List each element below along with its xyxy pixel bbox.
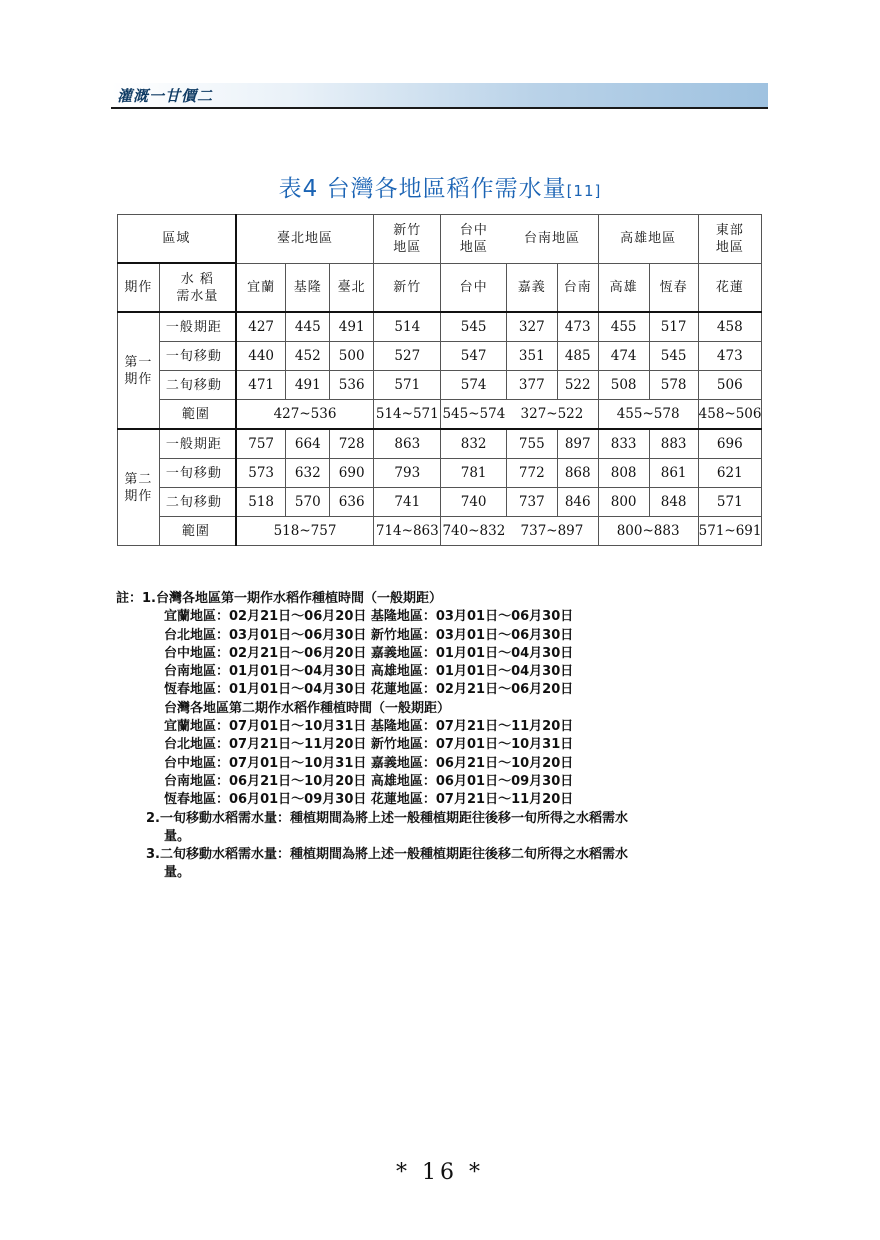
station-header: 宜蘭 <box>236 263 286 312</box>
water-requirement-table <box>117 214 762 546</box>
table-cell: 728 <box>330 429 374 459</box>
table-cell: 690 <box>330 459 374 488</box>
header-row-regions <box>118 215 762 264</box>
period-header-cell: 期作 <box>118 263 160 312</box>
table-cell: 474 <box>598 342 649 371</box>
table-cell: 473 <box>698 342 761 371</box>
header-row-stations <box>118 263 762 312</box>
table-cell: 351 <box>506 342 557 371</box>
row-label: 範圍 <box>159 517 236 546</box>
table-cell: 440 <box>236 342 286 371</box>
table-cell: 500 <box>330 342 374 371</box>
table-cell: 473 <box>557 312 598 342</box>
table-cell: 536 <box>330 371 374 400</box>
note-item-3: 3.二旬移動水稻需水量：種植期間為將上述一般種植期距往後移二旬所得之水稻需水 <box>146 847 628 863</box>
row-label: 一般期距 <box>159 429 236 459</box>
range-cell: 545~574 <box>441 400 506 430</box>
table-cell: 573 <box>236 459 286 488</box>
range-cell: 571~691 <box>698 517 761 546</box>
period-label: 第二 期作 <box>118 429 160 546</box>
table-cell: 772 <box>506 459 557 488</box>
table-cell: 832 <box>441 429 506 459</box>
table-row <box>118 342 762 371</box>
table-cell: 861 <box>649 459 698 488</box>
range-cell: 737~897 <box>506 517 598 546</box>
table-title <box>0 170 880 203</box>
note-line: 台北地區：07月21日～11月20日 新竹地區：07月01日～10月31日 <box>164 737 574 753</box>
table-cell: 527 <box>374 342 441 371</box>
range-cell: 427~536 <box>236 400 374 430</box>
table-cell: 868 <box>557 459 598 488</box>
row-label: 一般期距 <box>159 312 236 342</box>
table-row-range <box>118 400 762 430</box>
water-header-cell: 水 稻 需水量 <box>159 263 236 312</box>
table-cell: 514 <box>374 312 441 342</box>
table-row <box>118 459 762 488</box>
range-cell: 327~522 <box>506 400 598 430</box>
note-item-1b-title: 台灣各地區第二期作水稻作種植時間（一般期距） <box>164 700 451 716</box>
table-row <box>118 429 762 459</box>
table-cell: 445 <box>286 312 330 342</box>
table-cell: 740 <box>441 488 506 517</box>
table-cell: 518 <box>236 488 286 517</box>
table-cell: 452 <box>286 342 330 371</box>
table-cell: 455 <box>598 312 649 342</box>
range-cell: 455~578 <box>598 400 698 430</box>
running-header <box>111 83 768 109</box>
region-header-cell: 區域 <box>118 215 236 264</box>
table-cell: 755 <box>506 429 557 459</box>
table-cell: 636 <box>330 488 374 517</box>
note-item-3-cont: 量。 <box>164 865 191 881</box>
table-cell: 696 <box>698 429 761 459</box>
note-line: 台中地區：02月21日～06月20日 嘉義地區：01月01日～04月30日 <box>164 645 574 661</box>
note-line: 恆春地區：06月01日～09月30日 花蓮地區：07月21日～11月20日 <box>164 792 574 808</box>
region-hsinchu: 新竹 地區 <box>374 215 441 264</box>
table-cell: 517 <box>649 312 698 342</box>
page-number: * 16 * <box>396 1160 484 1185</box>
station-header: 恆春 <box>649 263 698 312</box>
table-cell: 491 <box>286 371 330 400</box>
range-cell: 714~863 <box>374 517 441 546</box>
note-line: 台北地區：03月01日～06月30日 新竹地區：03月01日～06月30日 <box>164 627 574 643</box>
note-line: 宜蘭地區：02月21日～06月20日 基隆地區：03月01日～06月30日 <box>164 609 574 625</box>
notes-prefix: 註： <box>116 591 143 606</box>
range-cell: 458~506 <box>698 400 761 430</box>
table-cell: 863 <box>374 429 441 459</box>
table-cell: 741 <box>374 488 441 517</box>
note-line: 台南地區：06月21日～10月20日 高雄地區：06月01日～09月30日 <box>164 773 574 789</box>
region-east: 東部 地區 <box>698 215 761 264</box>
table-cell: 737 <box>506 488 557 517</box>
table-cell: 571 <box>374 371 441 400</box>
range-cell: 518~757 <box>236 517 374 546</box>
period-label: 第一 期作 <box>118 312 160 429</box>
table-cell: 571 <box>698 488 761 517</box>
table-cell: 621 <box>698 459 761 488</box>
table-cell: 327 <box>506 312 557 342</box>
table-cell: 377 <box>506 371 557 400</box>
row-label: 二旬移動 <box>159 371 236 400</box>
note-item-2: 2.一旬移動水稻需水量：種植期間為將上述一般種植期距往後移一旬所得之水稻需水 <box>146 810 628 826</box>
station-header: 花蓮 <box>698 263 761 312</box>
note-item-1-title: 註：1.台灣各地區第一期作水稻作種植時間（一般期距） <box>116 591 442 606</box>
table-cell: 574 <box>441 371 506 400</box>
station-header: 台中 <box>441 263 506 312</box>
table-cell: 632 <box>286 459 330 488</box>
row-label: 範圍 <box>159 400 236 430</box>
table-cell: 570 <box>286 488 330 517</box>
note-item-2-cont: 量。 <box>164 828 191 844</box>
station-header: 嘉義 <box>506 263 557 312</box>
table-cell: 664 <box>286 429 330 459</box>
station-header: 台南 <box>557 263 598 312</box>
row-label: 一旬移動 <box>159 342 236 371</box>
table-cell: 458 <box>698 312 761 342</box>
table-title-reference: [11] <box>566 182 602 200</box>
note-line: 台中地區：07月01日～10月31日 嘉義地區：06月21日～10月20日 <box>164 755 574 771</box>
table-cell: 508 <box>598 371 649 400</box>
region-taipei: 臺北地區 <box>236 215 374 264</box>
table-cell: 833 <box>598 429 649 459</box>
notes-section <box>116 590 776 883</box>
station-header: 基隆 <box>286 263 330 312</box>
running-header-title: 灌溉一甘價二 <box>117 87 214 105</box>
table-cell: 848 <box>649 488 698 517</box>
table-cell: 506 <box>698 371 761 400</box>
table-cell: 491 <box>330 312 374 342</box>
table-cell: 485 <box>557 342 598 371</box>
region-taichung: 台中 地區 <box>441 215 506 264</box>
range-cell: 740~832 <box>441 517 506 546</box>
note-line: 台南地區：01月01日～04月30日 高雄地區：01月01日～04月30日 <box>164 664 574 680</box>
table-cell: 757 <box>236 429 286 459</box>
table-cell: 545 <box>649 342 698 371</box>
station-header: 高雄 <box>598 263 649 312</box>
table-cell: 846 <box>557 488 598 517</box>
range-cell: 514~571 <box>374 400 441 430</box>
table-cell: 808 <box>598 459 649 488</box>
table-row <box>118 488 762 517</box>
station-header: 臺北 <box>330 263 374 312</box>
table-cell: 522 <box>557 371 598 400</box>
table-cell: 800 <box>598 488 649 517</box>
range-cell: 800~883 <box>598 517 698 546</box>
station-header: 新竹 <box>374 263 441 312</box>
table-cell: 578 <box>649 371 698 400</box>
table-cell: 781 <box>441 459 506 488</box>
table-cell: 883 <box>649 429 698 459</box>
table-cell: 471 <box>236 371 286 400</box>
note-line: 恆春地區：01月01日～04月30日 花蓮地區：02月21日～06月20日 <box>164 682 574 698</box>
table-row-range <box>118 517 762 546</box>
table-row <box>118 312 762 342</box>
table-cell: 547 <box>441 342 506 371</box>
region-kaohsiung: 高雄地區 <box>598 215 698 264</box>
table-cell: 897 <box>557 429 598 459</box>
table-row <box>118 371 762 400</box>
row-label: 二旬移動 <box>159 488 236 517</box>
region-tainan: 台南地區 <box>506 215 598 264</box>
table-cell: 545 <box>441 312 506 342</box>
table-cell: 427 <box>236 312 286 342</box>
row-label: 一旬移動 <box>159 459 236 488</box>
note-line: 宜蘭地區：07月01日～10月31日 基隆地區：07月21日～11月20日 <box>164 719 574 735</box>
table-title-text: 表4 台灣各地區稻作需水量 <box>278 176 567 202</box>
table-cell: 793 <box>374 459 441 488</box>
